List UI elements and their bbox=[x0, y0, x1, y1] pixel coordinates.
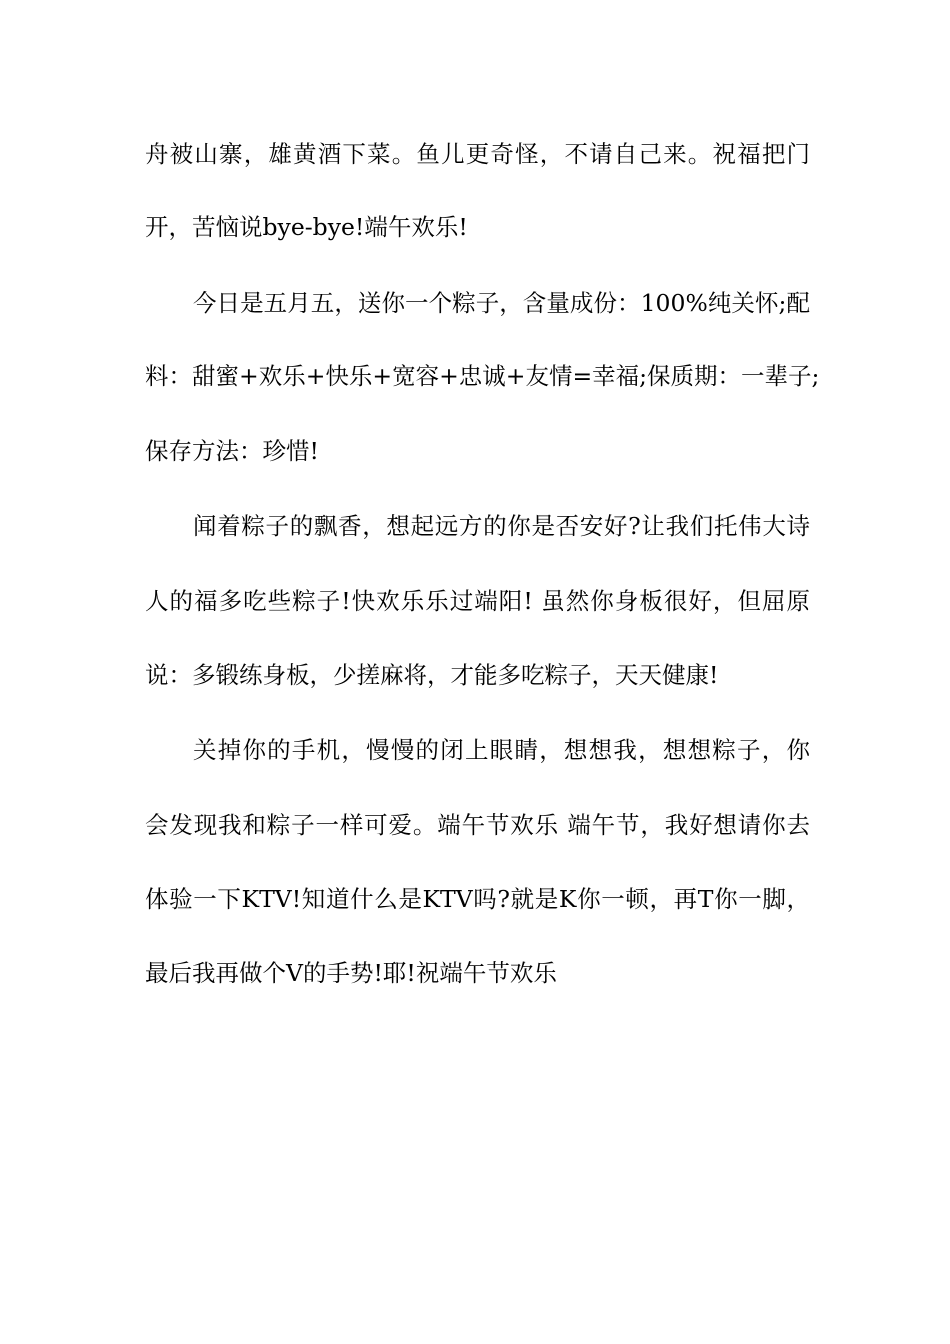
paragraph-line: 闻着粽子的飘香，想起远方的你是否安好?让我们托伟大诗 bbox=[193, 512, 810, 540]
paragraph-line: 说：多锻练身板，少搓麻将，才能多吃粽子，天天健康! bbox=[145, 661, 719, 689]
paragraph-line: 关掉你的手机，慢慢的闭上眼睛，想想我，想想粽子，你 bbox=[193, 736, 810, 764]
paragraph-line: 体验一下KTV!知道什么是KTV吗?就是K你一顿，再T你一脚， bbox=[145, 885, 810, 913]
paragraph-line: 保存方法：珍惜! bbox=[145, 437, 319, 465]
paragraph-line: 舟被山寨，雄黄酒下菜。鱼儿更奇怪，不请自己来。祝福把门 bbox=[145, 140, 810, 168]
paragraph-line: 料：甜蜜+欢乐+快乐+宽容+忠诚+友情=幸福;保质期：一辈子; bbox=[145, 362, 820, 390]
paragraph-line: 会发现我和粽子一样可爱。端午节欢乐 端午节，我好想请你去 bbox=[145, 811, 810, 839]
paragraph-line: 人的福多吃些粽子!快欢乐乐过端阳! 虽然你身板很好，但屈原 bbox=[145, 587, 810, 615]
paragraph-line: 最后我再做个V的手势!耶!祝端午节欢乐 bbox=[145, 959, 557, 987]
paragraph-line: 开，苦恼说bye-bye!端午欢乐! bbox=[145, 213, 468, 241]
paragraph-line: 今日是五月五，送你一个粽子，含量成份：100%纯关怀;配 bbox=[193, 289, 810, 317]
